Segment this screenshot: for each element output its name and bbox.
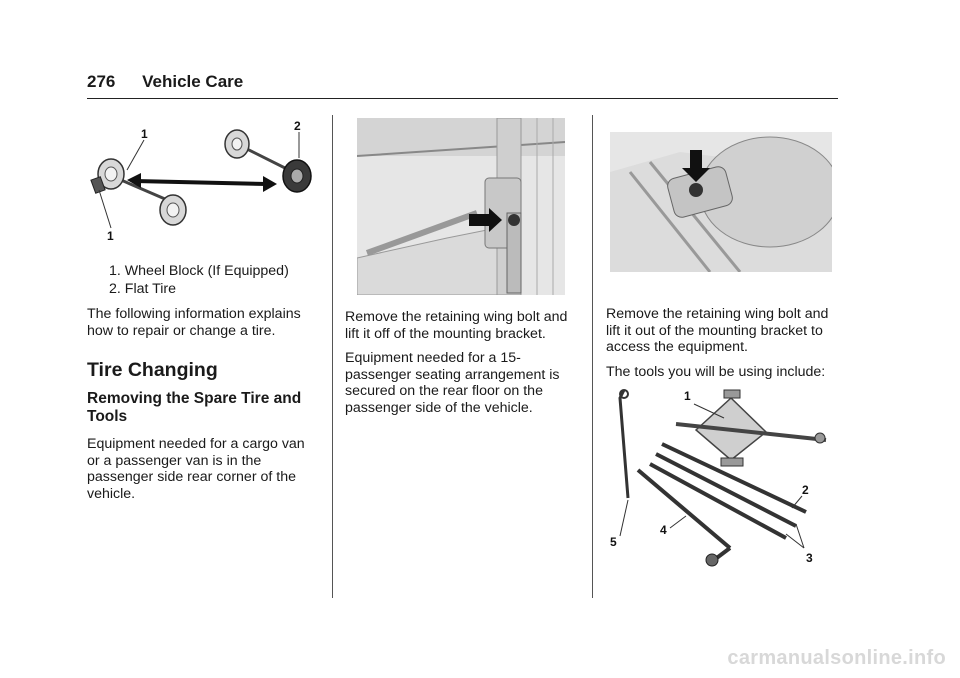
- tool-callout-3: 3: [806, 551, 813, 565]
- tool-callout-1: 1: [684, 389, 691, 403]
- figure-legend: [87, 262, 317, 298]
- jack-tools-illustration: [606, 388, 838, 578]
- page-header: [87, 72, 243, 92]
- column-divider-2: [592, 115, 593, 598]
- wheel-block-illustration: [87, 112, 317, 247]
- page-title: Vehicle Care: [142, 72, 244, 91]
- column-3: [606, 132, 838, 578]
- section-title: Tire Changing: [87, 359, 218, 381]
- column-divider-1: [332, 115, 333, 598]
- mounting-bracket-illustration: [357, 118, 565, 295]
- legend-item: 2. Flat Tire: [109, 281, 177, 297]
- page-number: 276: [87, 72, 116, 91]
- watermark: carmanualsonline.info: [727, 647, 946, 669]
- tool-callout-4: 4: [660, 523, 667, 537]
- tools-intro-text: The tools you will be using include:: [606, 363, 826, 380]
- remove-wing-bolt-text: Remove the retaining wing bolt and lift it off of the mounting bracket.: [345, 309, 568, 342]
- passenger-equipment-text: Equipment needed for a 15-passenger seating arrangement is secured on the rear floor on the passenger side of the vehicle.: [345, 350, 560, 416]
- remove-wing-bolt-text-2: Remove the retaining wing bolt and lift it out of the mounting bracket to access the equipment.: [606, 306, 829, 355]
- tool-callout-2: 2: [802, 483, 809, 497]
- header-rule: [87, 98, 838, 99]
- intro-text: The following information explains how to repair or change a tire.: [87, 306, 301, 339]
- legend-item: 1. Wheel Block (If Equipped): [109, 263, 289, 279]
- column-2: [345, 118, 581, 424]
- callout-2: 2: [294, 119, 301, 133]
- callout-1-top: 1: [141, 127, 148, 141]
- tool-callout-5: 5: [610, 535, 617, 549]
- callout-1-bottom: 1: [107, 229, 114, 243]
- column-1: [87, 112, 317, 510]
- subsection-title: Removing the Spare Tire and Tools: [87, 390, 302, 425]
- floor-mount-illustration: [610, 132, 832, 272]
- cargo-van-text: Equipment needed for a cargo van or a passenger van is in the passenger side rear corner of the vehicle.: [87, 436, 305, 502]
